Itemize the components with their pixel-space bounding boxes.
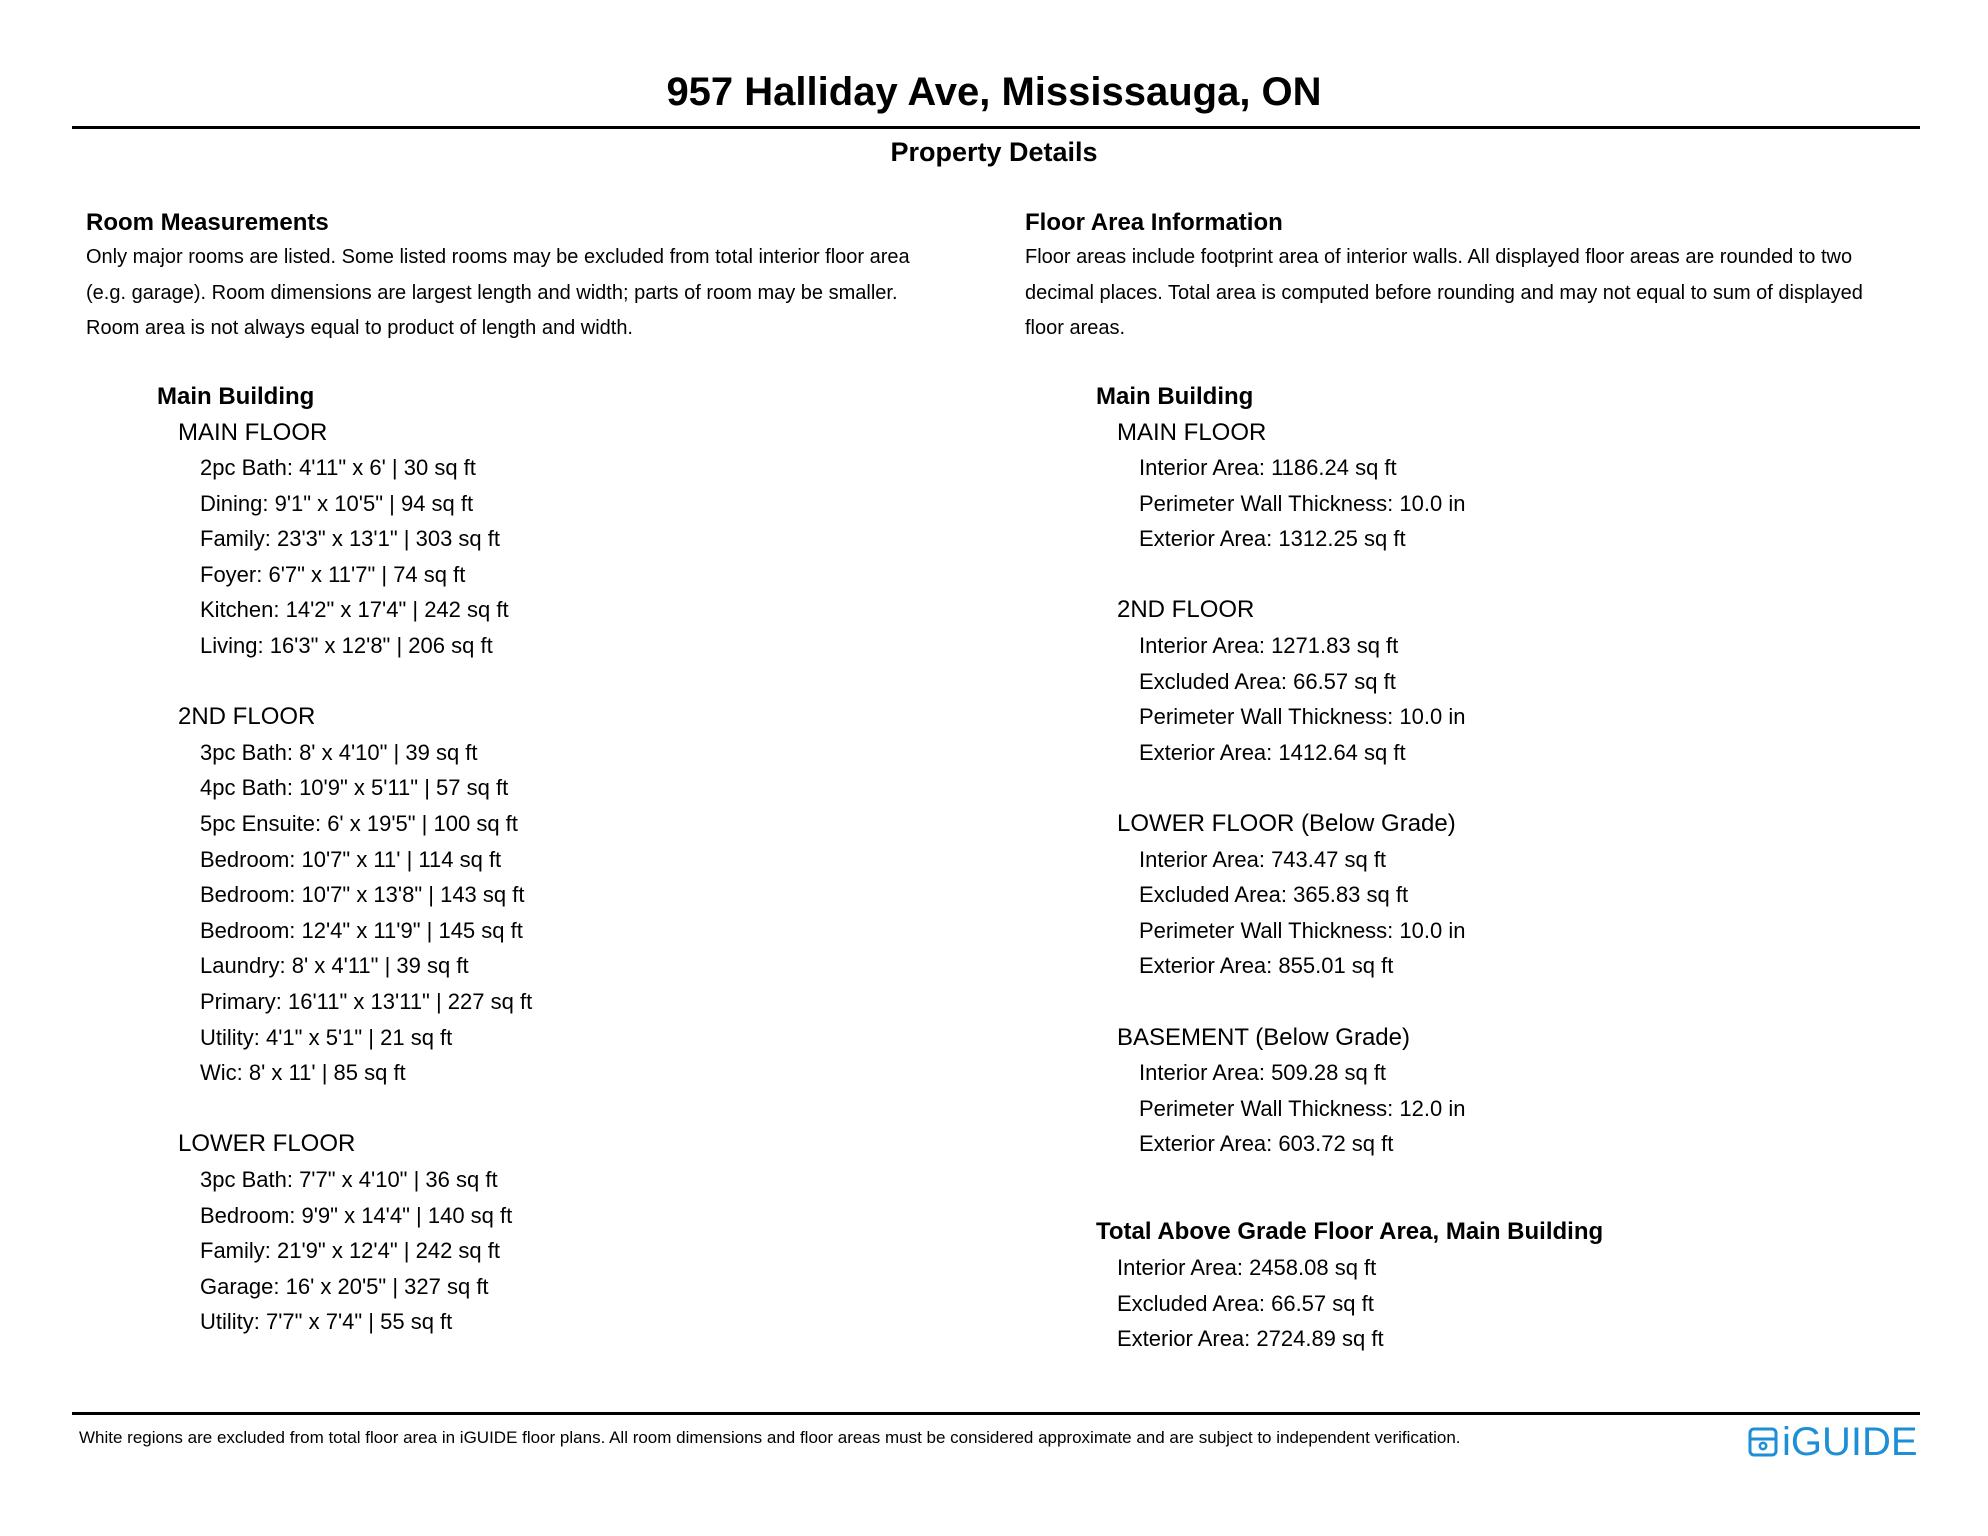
- floor-area-description-line: decimal places. Total area is computed before rounding and may not equal to sum of displayed: [1025, 281, 1863, 304]
- floor-name: 2ND FLOOR: [178, 703, 316, 731]
- room-item: Wic: 8' x 11' | 85 sq ft: [200, 1060, 406, 1086]
- area-item: Perimeter Wall Thickness: 10.0 in: [1139, 704, 1466, 730]
- room-item: Foyer: 6'7" x 11'7" | 74 sq ft: [200, 561, 466, 587]
- area-floor-basement: [1025, 1020, 1945, 1162]
- room-item: Bedroom: 9'9" x 14'4" | 140 sq ft: [200, 1202, 513, 1228]
- room-item: Bedroom: 12'4" x 11'9" | 145 sq ft: [200, 917, 523, 943]
- room-item: 3pc Bath: 8' x 4'10" | 39 sq ft: [200, 739, 478, 765]
- total-item: Excluded Area: 66.57 sq ft: [1117, 1290, 1374, 1316]
- page-title: 957 Halliday Ave, Mississauga, ON: [666, 70, 1322, 114]
- room-item: 2pc Bath: 4'11" x 6' | 30 sq ft: [200, 455, 476, 481]
- floor-name: LOWER FLOOR: [178, 1130, 356, 1158]
- room-item: Utility: 7'7" x 7'4" | 55 sq ft: [200, 1309, 453, 1335]
- room-item: Garage: 16' x 20'5" | 327 sq ft: [200, 1273, 489, 1299]
- floor-name: 2ND FLOOR: [1117, 596, 1255, 624]
- room-item: 3pc Bath: 7'7" x 4'10" | 36 sq ft: [200, 1166, 498, 1192]
- spacer: [86, 1091, 986, 1127]
- area-floor-2nd: [1025, 592, 1945, 770]
- floor-area-heading: Floor Area Information: [1025, 209, 1283, 236]
- iguide-logo-text: iGUIDE: [1782, 1420, 1918, 1464]
- room-item: Bedroom: 10'7" x 13'8" | 143 sq ft: [200, 882, 525, 908]
- page-subtitle: Property Details: [890, 137, 1098, 167]
- floor-name: LOWER FLOOR (Below Grade): [1117, 810, 1456, 838]
- room-floor-2nd: [86, 699, 986, 1091]
- area-item: Interior Area: 743.47 sq ft: [1139, 846, 1387, 872]
- iguide-logo: [1748, 1420, 1918, 1464]
- room-building-name: Main Building: [157, 382, 315, 410]
- room-item: Bedroom: 10'7" x 11' | 114 sq ft: [200, 846, 502, 872]
- room-measurements-description-line: Only major rooms are listed. Some listed rooms may be excluded from total interior floor area: [86, 246, 910, 268]
- floor-name: MAIN FLOOR: [1117, 418, 1267, 446]
- area-building-name: Main Building: [1096, 382, 1254, 410]
- room-measurements-section: [86, 206, 986, 1340]
- spacer: [1025, 984, 1945, 1020]
- area-floor-lower: [1025, 806, 1945, 984]
- room-item: Primary: 16'11" x 13'11" | 227 sq ft: [200, 989, 533, 1014]
- room-item: Family: 23'3" x 13'1" | 303 sq ft: [200, 526, 500, 552]
- floor-name: BASEMENT (Below Grade): [1117, 1023, 1410, 1051]
- total-above-grade: [1025, 1214, 1945, 1357]
- area-item: Interior Area: 509.28 sq ft: [1139, 1060, 1387, 1086]
- area-item: Interior Area: 1271.83 sq ft: [1139, 633, 1399, 659]
- room-measurements-heading: Room Measurements: [86, 209, 329, 236]
- room-measurements-description-line: (e.g. garage). Room dimensions are largest length and width; parts of room may be smaller.: [86, 281, 898, 304]
- room-item: Dining: 9'1" x 10'5" | 94 sq ft: [200, 490, 474, 516]
- area-item: Exterior Area: 1412.64 sq ft: [1139, 739, 1406, 765]
- total-item: Exterior Area: 2724.89 sq ft: [1117, 1326, 1384, 1352]
- room-item: Living: 16'3" x 12'8" | 206 sq ft: [200, 633, 493, 659]
- area-item: Interior Area: 1186.24 sq ft: [1139, 455, 1397, 481]
- area-floor-main: [1025, 415, 1945, 557]
- room-floor-main: [86, 415, 986, 664]
- room-item: Laundry: 8' x 4'11" | 39 sq ft: [200, 953, 469, 979]
- area-item: Perimeter Wall Thickness: 10.0 in: [1139, 917, 1466, 943]
- area-item: Excluded Area: 66.57 sq ft: [1139, 668, 1396, 694]
- area-item: Excluded Area: 365.83 sq ft: [1139, 882, 1409, 908]
- area-item: Exterior Area: 1312.25 sq ft: [1139, 526, 1406, 552]
- room-item: Family: 21'9" x 12'4" | 242 sq ft: [200, 1238, 500, 1264]
- room-floor-lower: [86, 1126, 986, 1340]
- footer-note: White regions are excluded from total floor area in iGUIDE floor plans. All room dimensions and floor areas must be considered approximate and are subject to independent verification.: [79, 1428, 1461, 1447]
- room-measurements-description-line: Room area is not always equal to product of length and width.: [86, 317, 633, 339]
- spacer: [1025, 770, 1945, 806]
- header-divider: [72, 126, 1920, 129]
- area-item: Exterior Area: 603.72 sq ft: [1139, 1131, 1394, 1157]
- footer-divider: [72, 1412, 1920, 1415]
- area-item: Perimeter Wall Thickness: 12.0 in: [1139, 1095, 1466, 1121]
- total-heading: Total Above Grade Floor Area, Main Building: [1096, 1217, 1604, 1245]
- room-item: 4pc Bath: 10'9" x 5'11" | 57 sq ft: [200, 775, 509, 801]
- area-item: Perimeter Wall Thickness: 10.0 in: [1139, 490, 1466, 516]
- total-item: Interior Area: 2458.08 sq ft: [1117, 1254, 1377, 1280]
- floor-area-section: [1025, 206, 1945, 1357]
- iguide-logo-icon: [1748, 1426, 1778, 1458]
- area-item: Exterior Area: 855.01 sq ft: [1139, 953, 1394, 979]
- room-item: Kitchen: 14'2" x 17'4" | 242 sq ft: [200, 597, 509, 623]
- spacer: [1025, 557, 1945, 593]
- room-item: 5pc Ensuite: 6' x 19'5" | 100 sq ft: [200, 811, 518, 837]
- floor-area-description-line: floor areas.: [1025, 317, 1126, 339]
- floor-area-description-line: Floor areas include footprint area of interior walls. All displayed floor areas are rounded to two: [1025, 246, 1853, 268]
- floor-name: MAIN FLOOR: [178, 418, 328, 446]
- spacer: [86, 664, 986, 700]
- room-item: Utility: 4'1" x 5'1" | 21 sq ft: [200, 1024, 453, 1050]
